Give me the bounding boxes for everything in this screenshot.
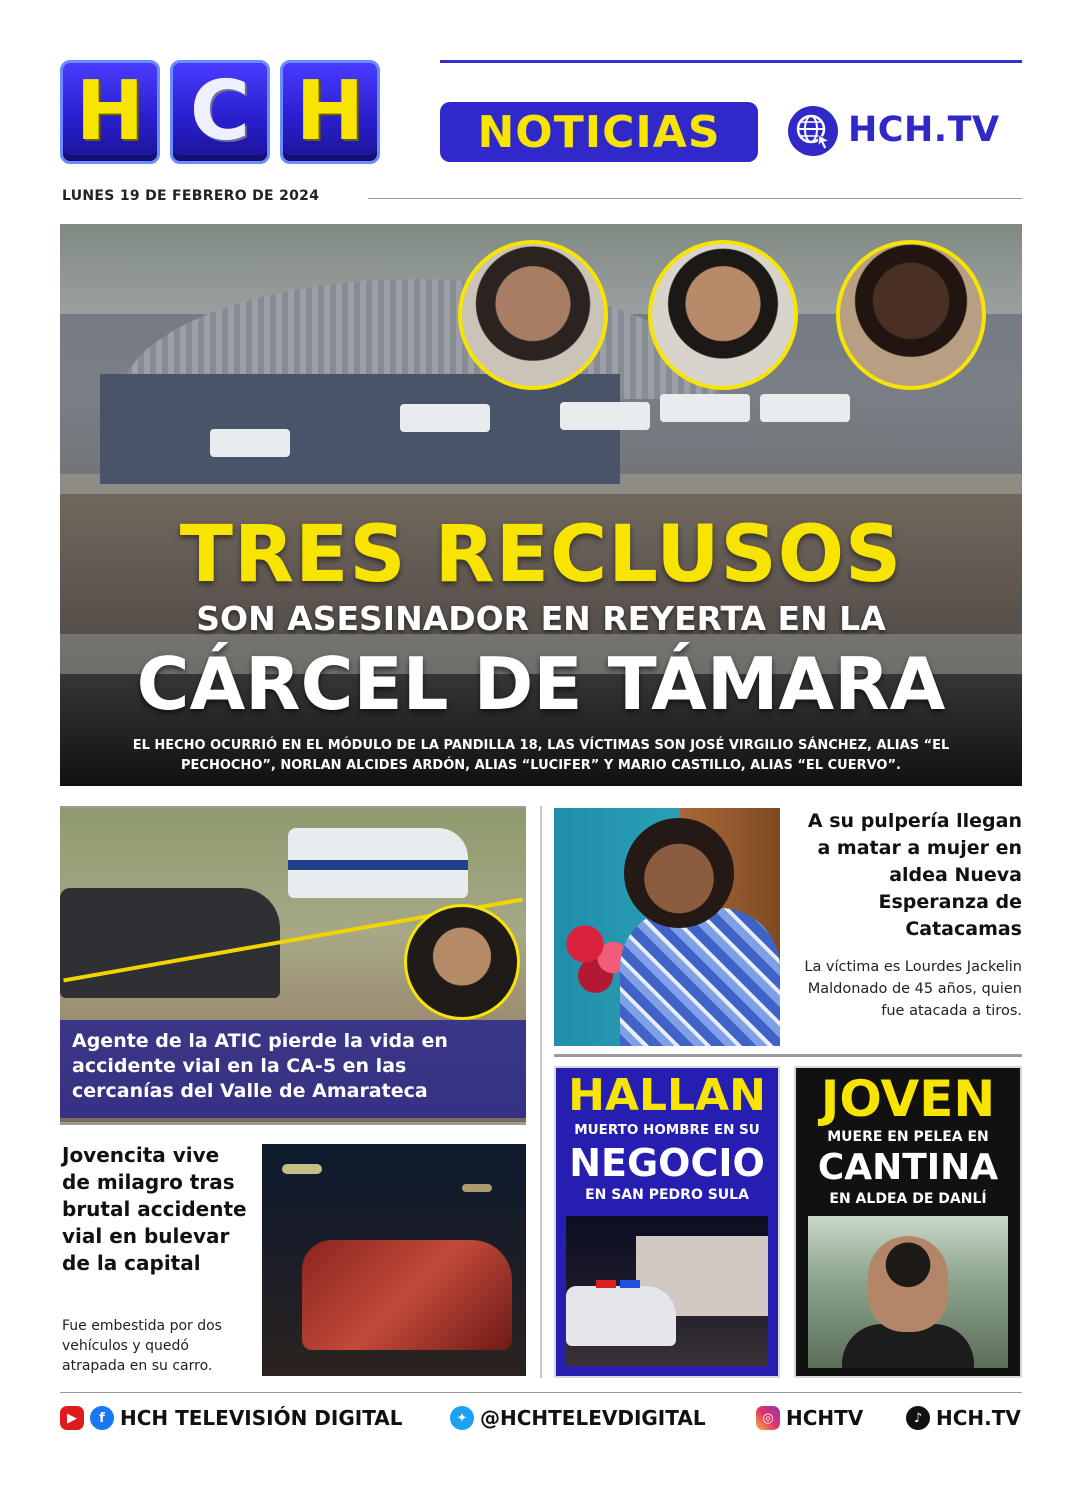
logo-letter-h1: H <box>60 60 160 164</box>
story-hallan-photo <box>566 1216 768 1366</box>
logo-letter-h2: H <box>280 60 380 164</box>
story-hallan-location: EN SAN PEDRO SULA <box>585 1187 749 1203</box>
victim-portrait-2 <box>648 240 798 390</box>
story-hallan-kicker: HALLAN <box>568 1070 766 1121</box>
vehicle <box>400 404 490 432</box>
footer-label: @HCHTELEVDIGITAL <box>480 1406 706 1430</box>
dress <box>620 908 780 1046</box>
story-atic[interactable] <box>60 808 526 1122</box>
vehicle <box>210 429 290 457</box>
crashed-truck <box>60 888 280 998</box>
youtube-icon[interactable]: ▶ <box>60 1406 84 1430</box>
footer-youtube-facebook[interactable] <box>60 1406 403 1430</box>
story-joven[interactable] <box>794 1066 1022 1378</box>
story-divider <box>60 1122 526 1125</box>
police-truck <box>566 1286 676 1346</box>
globe-cursor-icon[interactable] <box>788 106 838 156</box>
twitter-icon[interactable]: ✦ <box>450 1406 474 1430</box>
story-joven-line2: MUERE EN PELEA EN <box>827 1129 989 1145</box>
story-hallan-headline: NEGOCIO <box>569 1141 765 1185</box>
victim-portrait-inset <box>404 904 520 1020</box>
hero-caption: EL HECHO OCURRIÓ EN EL MÓDULO DE LA PANDILLA 18, LAS VÍCTIMAS SON JOSÉ VIRGILIO SÁNCHEZ, ALIAS “EL PECHOCHO”, NORLAN ALCIDES ARDÓN, ALIAS “LUCIFER” Y MARIO CASTILLO, ALIAS “EL CUERVO”. <box>132 738 950 773</box>
prison-building <box>100 374 620 484</box>
vehicle <box>660 394 750 422</box>
victim-portrait-3 <box>836 240 986 390</box>
vehicle <box>760 394 850 422</box>
victim-portrait-1 <box>458 240 608 390</box>
issue-date: LUNES 19 DE FEBRERO DE 2024 <box>62 188 320 204</box>
column-divider <box>540 806 542 1378</box>
story-joven-location: EN ALDEA DE DANLÍ <box>829 1191 987 1207</box>
wrecked-car <box>302 1240 512 1350</box>
story-pulperia-headline[interactable]: A su pulpería llegan a matar a mujer en aldea Nueva Esperanza de Catacamas <box>807 810 1022 940</box>
story-jovencita-photo[interactable] <box>262 1144 526 1376</box>
instagram-icon[interactable]: ◎ <box>756 1406 780 1430</box>
story-pulperia-photo[interactable] <box>554 808 780 1046</box>
vehicle <box>560 402 650 430</box>
footer-instagram[interactable] <box>756 1406 863 1430</box>
footer-divider <box>60 1392 1022 1393</box>
police-stripe <box>288 860 468 870</box>
story-joven-headline: CANTINA <box>817 1147 999 1188</box>
story-joven-photo <box>808 1216 1008 1368</box>
story-pulperia-lead: La víctima es Lourdes Jackelin Maldonado de 45 años, quien fue atacada a tiros. <box>804 959 1022 1019</box>
hero-subheadline: SON ASESINADOR EN REYERTA EN LA <box>196 599 886 638</box>
footer-label: HCHTV <box>786 1406 864 1430</box>
logo-letter-c: C <box>170 60 270 164</box>
footer-label: HCH.TV <box>936 1406 1021 1430</box>
date-divider <box>368 198 1022 199</box>
section-label: NOTICIAS <box>440 102 758 162</box>
siren-lights <box>596 1280 616 1288</box>
story-jovencita-headline[interactable]: Jovencita vive de milagro tras brutal accidente vial en bulevar de la capital <box>62 1143 247 1275</box>
hch-logo[interactable] <box>60 60 380 164</box>
footer-label: HCH TELEVISIÓN DIGITAL <box>120 1406 403 1430</box>
story-divider <box>554 1054 1022 1057</box>
hero-story[interactable] <box>60 224 1022 786</box>
story-hallan[interactable] <box>554 1066 780 1378</box>
facebook-icon[interactable]: f <box>90 1406 114 1430</box>
hero-headline-location: CÁRCEL DE TÁMARA <box>136 642 946 726</box>
street-light <box>282 1164 322 1174</box>
story-atic-caption: Agente de la ATIC pierde la vida en accidente vial en la CA-5 en las cercanías del Valle de Amarateca <box>60 1020 526 1118</box>
hero-headline: TRES RECLUSOS <box>179 510 903 600</box>
story-joven-kicker: JOVEN <box>820 1070 996 1128</box>
story-jovencita-lead: Fue embestida por dos vehículos y quedó atrapada en su carro. <box>62 1318 222 1374</box>
site-link[interactable]: HCH.TV <box>848 110 1000 150</box>
tiktok-icon[interactable]: ♪ <box>906 1406 930 1430</box>
header-divider <box>440 60 1022 63</box>
victim-face <box>624 818 734 928</box>
story-hallan-line2: MUERTO HOMBRE EN SU <box>574 1122 760 1138</box>
victim-face <box>868 1236 948 1332</box>
street-light <box>462 1184 492 1192</box>
footer-tiktok[interactable] <box>906 1406 1021 1430</box>
footer-twitter[interactable] <box>450 1406 706 1430</box>
